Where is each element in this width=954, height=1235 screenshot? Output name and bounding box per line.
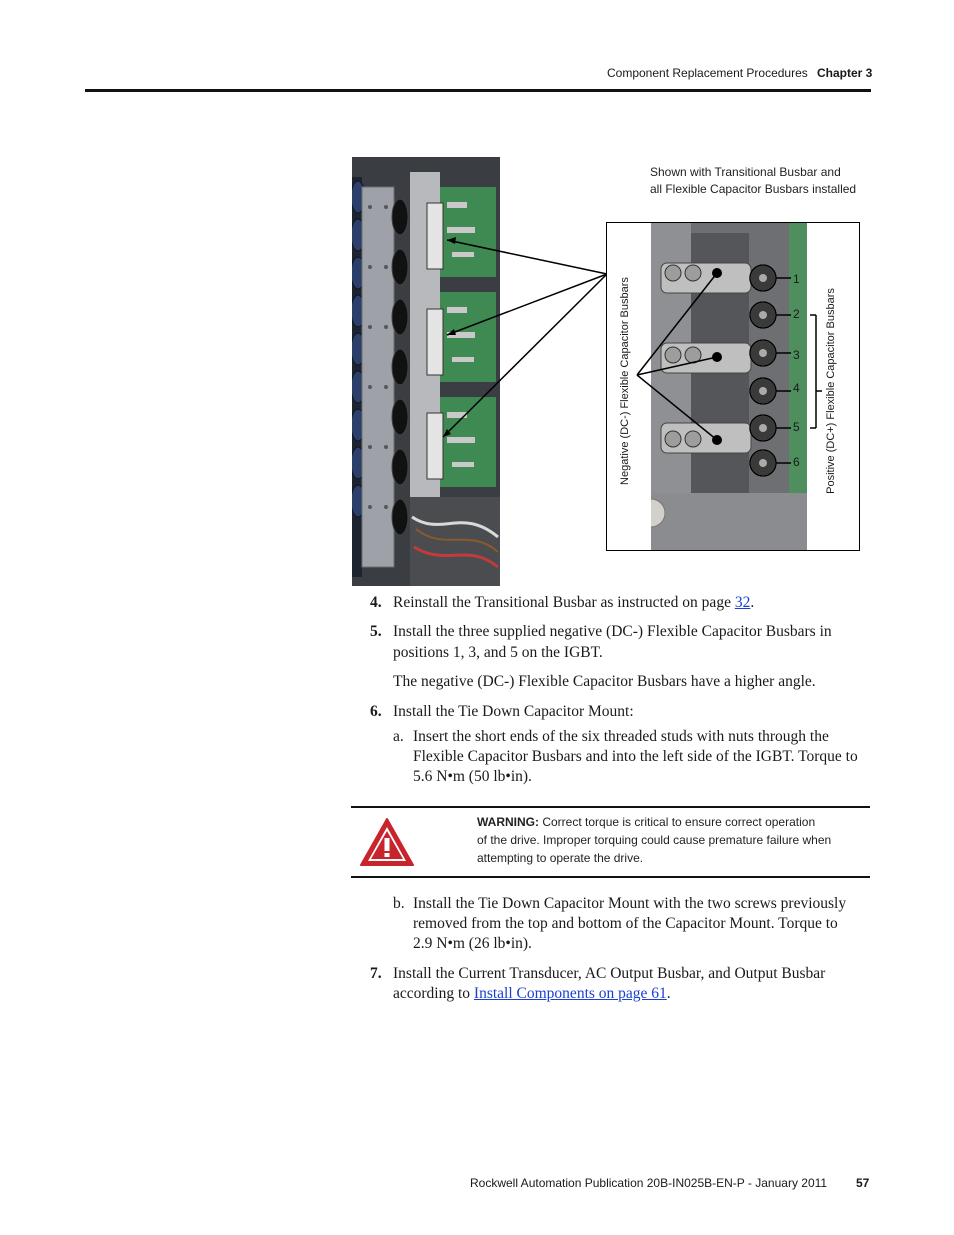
substep-a-line3: 5.6 N•m (50 lb•in).	[413, 768, 532, 785]
position-label-3: 3	[793, 348, 800, 362]
step-4-text	[393, 593, 754, 613]
step-5-line1: Install the three supplied negative (DC-) Flexible Capacitor Busbars in	[393, 623, 832, 640]
position-label-4: 4	[793, 381, 800, 395]
step-7-line1: Install the Current Transducer, AC Output Busbar, and Output Busbar	[393, 965, 826, 982]
install-components-link[interactable]: Install Components on page 61	[473, 985, 667, 1002]
step-4-number: 4.	[370, 594, 382, 611]
step-6-number: 6.	[370, 703, 382, 720]
substep-b-line2: removed from the top and bottom of the Capacitor Mount. Torque to	[413, 915, 838, 932]
running-header-section: Component Replacement Procedures	[607, 66, 808, 80]
step-7-prefix: according to	[393, 985, 474, 1002]
figure-caption-line2: all Flexible Capacitor Busbars installed	[650, 182, 857, 196]
step-5-line2: positions 1, 3, and 5 on the IGBT.	[393, 644, 603, 661]
step-7-end: .	[666, 985, 671, 1002]
warning-line3: attempting to operate the drive.	[477, 851, 644, 865]
warning-text-1: Correct torque is critical to ensure correct operation	[542, 815, 816, 829]
figure-caption-line1: Shown with Transitional Busbar and	[650, 165, 841, 179]
substep-a-line2: Flexible Capacitor Busbars and into the left side of the IGBT. Torque to	[413, 748, 858, 765]
warning-label: WARNING:	[477, 815, 539, 829]
position-label-6: 6	[793, 455, 800, 469]
warning-box	[351, 806, 870, 878]
step-4-body: Reinstall the Transitional Busbar as instructed on page	[393, 594, 735, 611]
step-7-line2	[393, 984, 671, 1004]
page-32-link[interactable]: 32	[734, 594, 751, 611]
substep-a-label: a.	[393, 728, 404, 745]
step-4-end: .	[750, 594, 755, 611]
step-5-note: The negative (DC-) Flexible Capacitor Busbars have a higher angle.	[393, 673, 816, 690]
positive-busbar-label: Positive (DC+) Flexible Capacitor Busbars	[825, 288, 837, 494]
substep-a-line1: Insert the short ends of the six threaded studs with nuts through the	[413, 728, 829, 745]
page-number: 57	[856, 1176, 870, 1190]
warning-triangle-icon	[359, 816, 415, 868]
step-7-number: 7.	[370, 965, 382, 982]
running-header-chapter: Chapter 3	[817, 66, 873, 80]
warning-line1	[477, 813, 815, 831]
substep-b-line3: 2.9 N•m (26 lb•in).	[413, 935, 532, 952]
step-5-number: 5.	[370, 623, 382, 640]
position-label-1: 1	[793, 272, 800, 286]
substep-b-label: b.	[393, 895, 405, 912]
step-6-text: Install the Tie Down Capacitor Mount:	[393, 703, 634, 720]
substep-b-line1: Install the Tie Down Capacitor Mount with the two screws previously	[413, 895, 847, 912]
warning-line2: of the drive. Improper torquing could cause premature failure when	[477, 833, 832, 847]
position-label-5: 5	[793, 420, 800, 434]
footer-publication: Rockwell Automation Publication 20B-IN025B-EN-P - January 2011	[470, 1176, 828, 1190]
negative-busbar-label: Negative (DC-) Flexible Capacitor Busbars	[619, 277, 631, 485]
detail-callouts	[607, 223, 859, 550]
position-label-2: 2	[793, 307, 800, 321]
busbar-detail-figure	[606, 222, 860, 551]
